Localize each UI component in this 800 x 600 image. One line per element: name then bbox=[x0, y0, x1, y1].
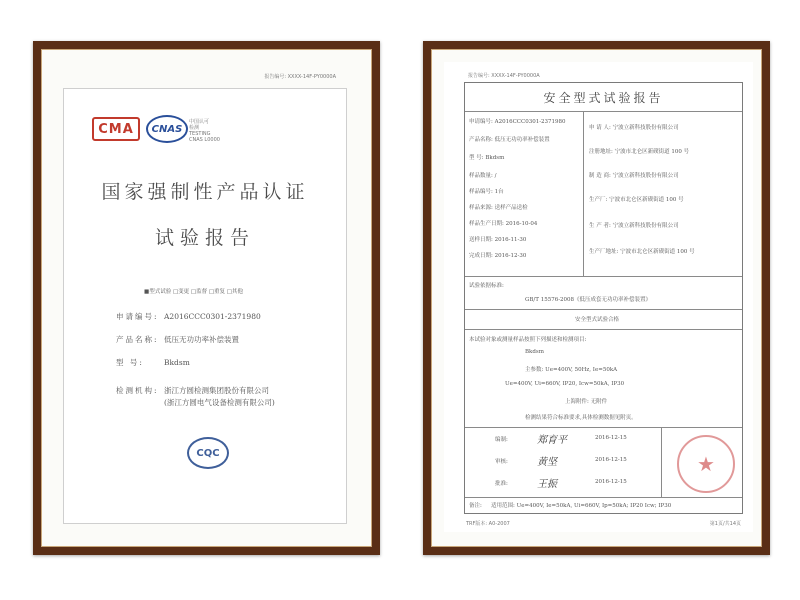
cma-logo: CMA bbox=[92, 117, 140, 141]
left-report-no: 报告编号: XXXX-14F-PY0000A bbox=[264, 74, 336, 80]
rf-4: 生 产 者: 宁波立新科技股份有限公司 bbox=[589, 223, 679, 229]
signature-1: 黄坚 bbox=[537, 457, 557, 468]
lf-2: 型 号: Bkdsm bbox=[469, 155, 505, 161]
rf-2: 制 造 商: 宁波立新科技股份有限公司 bbox=[589, 173, 679, 179]
field-testing-org: 检测机构: 浙江方圆检测集团股份有限公司 bbox=[116, 386, 269, 395]
field-model: 型 号: Bkdsm bbox=[116, 358, 190, 367]
divider bbox=[465, 276, 742, 277]
field-product-name: 产品名称: 低压无功功率补偿装置 bbox=[116, 335, 239, 344]
basis-value: GB/T 15576-2008《低压成套无功功率补偿装置》 bbox=[525, 297, 652, 303]
divider bbox=[583, 111, 584, 276]
field-testing-org-alt: (浙江方圆电气设备检测有限公司) bbox=[164, 398, 275, 407]
sig-role-1: 审核: bbox=[495, 459, 508, 465]
rf-5: 生产厂地址: 宁波市北仑区新碶街道 100 号 bbox=[589, 249, 695, 255]
rf-0: 申 请 人: 宁波立新科技股份有限公司 bbox=[589, 125, 679, 131]
sig-date-2: 2016-12-15 bbox=[595, 479, 627, 485]
report-type-checkboxes: ■型式试验 □变更 □监督 □重复 □其他 bbox=[144, 289, 243, 295]
lf-4: 样品编号: 1台 bbox=[469, 189, 504, 195]
spec-line-1: 主参数: Ue=400V, 50Hz, Ie=50kA bbox=[525, 367, 618, 373]
left-certificate-page bbox=[63, 74, 347, 524]
sig-role-2: 批准: bbox=[495, 481, 508, 487]
sample-desc-label: 本试验对象或测量样品按照下列描述和检测项目: bbox=[469, 337, 587, 343]
lf-3: 样品数量: / bbox=[469, 173, 497, 179]
signature-2: 王振 bbox=[537, 479, 557, 490]
left-certificate-mat bbox=[41, 49, 372, 547]
sig-date-1: 2016-12-15 bbox=[595, 457, 627, 463]
right-certificate-mat bbox=[431, 49, 762, 547]
divider bbox=[661, 427, 662, 497]
lf-1: 产品名称: 低压无功功率补偿装置 bbox=[469, 137, 550, 143]
spec-line-3: 上海附件: 无附件 bbox=[565, 399, 608, 405]
basis-label: 试验依据标准: bbox=[469, 283, 504, 289]
rf-3: 生产厂: 宁波市北仑区新碶街道 100 号 bbox=[589, 197, 684, 203]
cnas-caption: 中国认可 检测 TESTING CNAS L0000 bbox=[189, 119, 220, 143]
cnas-logo: CNAS bbox=[146, 115, 188, 143]
sig-role-0: 编制: bbox=[495, 437, 508, 443]
divider bbox=[465, 111, 742, 112]
lf-7: 送样日期: 2016-11-30 bbox=[469, 237, 527, 243]
sample-model: Bkdsm bbox=[525, 349, 544, 355]
spec-line-2: Ue=400V, Ui=660V, IP20, Icw=50kA, IP30 bbox=[505, 381, 625, 387]
certificate-subtitle: 试验报告 bbox=[154, 227, 255, 249]
signature-0: 郑育平 bbox=[537, 435, 567, 446]
divider bbox=[465, 329, 742, 330]
right-certificate-frame bbox=[423, 41, 770, 555]
footer-right: 第1页/共14页 bbox=[709, 521, 741, 527]
right-report-no: 报告编号: XXXX-14F-PY0000A bbox=[468, 73, 540, 79]
left-certificate-frame bbox=[33, 41, 380, 555]
sig-date-0: 2016-12-15 bbox=[595, 435, 627, 441]
note-label: 备注: bbox=[469, 503, 482, 509]
note-value: 适用范围: Ue=400V, Ie=50kA, Ui=660V, Ip=50kA; IP20 Icw; IP30 bbox=[491, 503, 672, 509]
spec-line-4: 检测结果符合标准要求,具体检测数据见附页。 bbox=[525, 415, 637, 421]
report-title: 安全型式试验报告 bbox=[543, 91, 664, 105]
divider bbox=[465, 309, 742, 310]
conclusion: 安全型式试验合格 bbox=[575, 317, 620, 323]
lf-8: 完成日期: 2016-12-30 bbox=[469, 253, 527, 259]
lf-0: 申请编号: A2016CCC0301-2371980 bbox=[469, 119, 566, 125]
report-table bbox=[464, 82, 743, 514]
red-seal-stamp: ★ bbox=[677, 435, 735, 493]
divider bbox=[465, 497, 742, 498]
rf-1: 注册地址: 宁波市北仑区新碶街道 100 号 bbox=[589, 149, 690, 155]
divider bbox=[465, 427, 742, 428]
field-application-no: 申请编号: A2016CCC0301-2371980 bbox=[116, 312, 261, 321]
lf-5: 样品来源: 送样产品送检 bbox=[469, 205, 528, 211]
right-report-page bbox=[444, 62, 753, 532]
cqc-seal-logo: CQC bbox=[187, 437, 229, 469]
lf-6: 样品生产日期: 2016-10-04 bbox=[469, 221, 538, 227]
certificate-title: 国家强制性产品认证 bbox=[101, 181, 309, 203]
footer-left: TRF版本: A0-2007 bbox=[466, 521, 510, 527]
